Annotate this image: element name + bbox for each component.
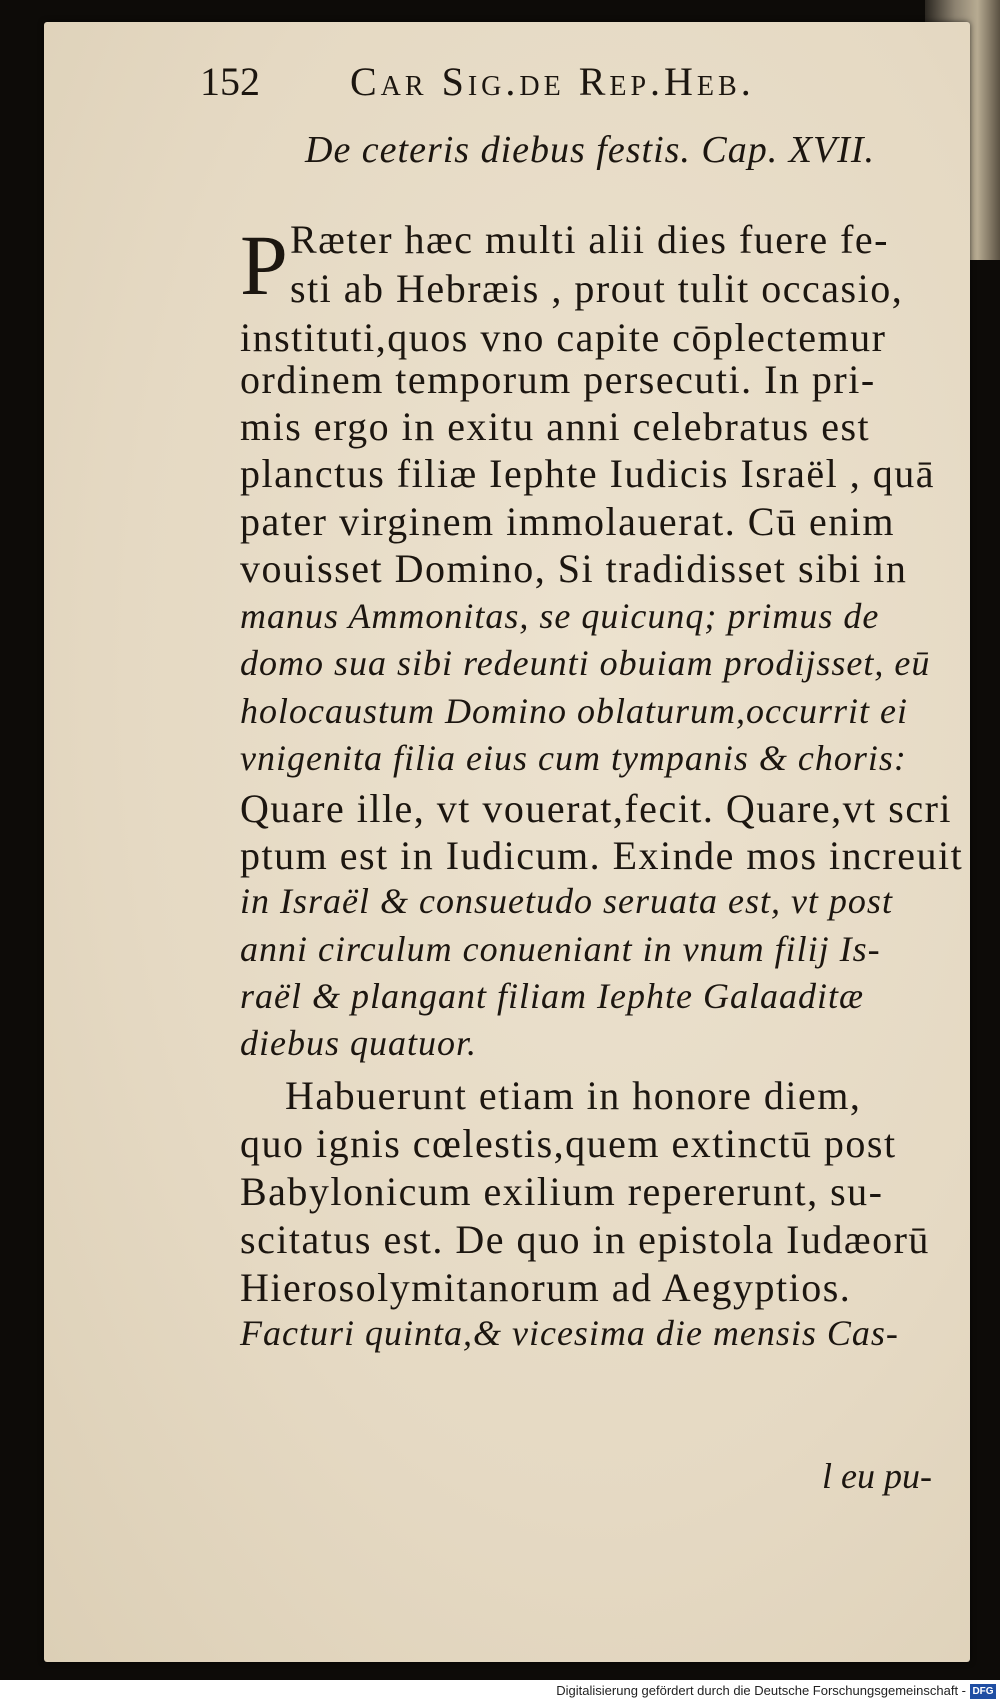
text-line: ptum est in Iudicum. Exinde mos increuit [240,833,964,878]
text-line: mis ergo in exitu anni celebratus est [240,404,871,449]
dfg-logo: DFG [970,1684,996,1699]
text-line: sti ab Hebræis , prout tulit occasio, [290,266,904,311]
text-line: Facturi quinta,& vicesima die mensis Cas- [240,1313,899,1353]
text-line: pater virginem immolauerat. Cū enim [240,499,895,544]
text-line: Quare ille, vt vouerat,fecit. Quare,vt scri [240,786,952,831]
text-line: quo ignis cœlestis,quem extinctū post [240,1121,897,1166]
text-line: domo sua sibi redeunti obuiam prodijsset, eū [240,643,931,683]
running-title: Car Sig.de Rep.Heb. [350,59,755,104]
text-line: Babylonicum exilium repererunt, su- [240,1169,884,1214]
text-line: vouisset Domino, Si tradidisset sibi in [240,546,908,591]
text-line: vnigenita filia eius cum tympanis & choris: [240,738,907,778]
text-line: anni circulum conueniant in vnum filij Is- [240,929,881,969]
text-line: diebus quatuor. [240,1023,478,1063]
text-line: instituti,quos vno capite cōplectemur [240,315,887,360]
text-line: scitatus est. De quo in epistola Iudæorū [240,1217,930,1262]
text-line: raël & plangant filiam Iephte Galaaditæ [240,976,864,1016]
chapter-heading: De ceteris diebus festis. Cap. XVII. [305,129,876,171]
catchword: l eu pu- [822,1456,932,1496]
folio-number: 152 [200,59,260,104]
text-line: in Israël & consuetudo seruata est, vt post [240,881,893,921]
text-line: planctus filiæ Iephte Iudicis Israël , quā [240,451,936,496]
drop-cap: P [240,217,288,313]
text-line: ordinem temporum persecuti. In pri- [240,357,876,402]
text-line: Habuerunt etiam in honore diem, [285,1073,862,1118]
text-line: Ræter hæc multi alii dies fuere fe- [290,217,890,262]
digitization-credit: Digitalisierung gefördert durch die Deutsche Forschungsgemeinschaft - [556,1683,966,1698]
text-line: holocaustum Domino oblaturum,occurrit ei [240,691,908,731]
text-line: Hierosolymitanorum ad Aegyptios. [240,1265,852,1310]
text-line: manus Ammonitas, se quicunq; primus de [240,596,880,636]
